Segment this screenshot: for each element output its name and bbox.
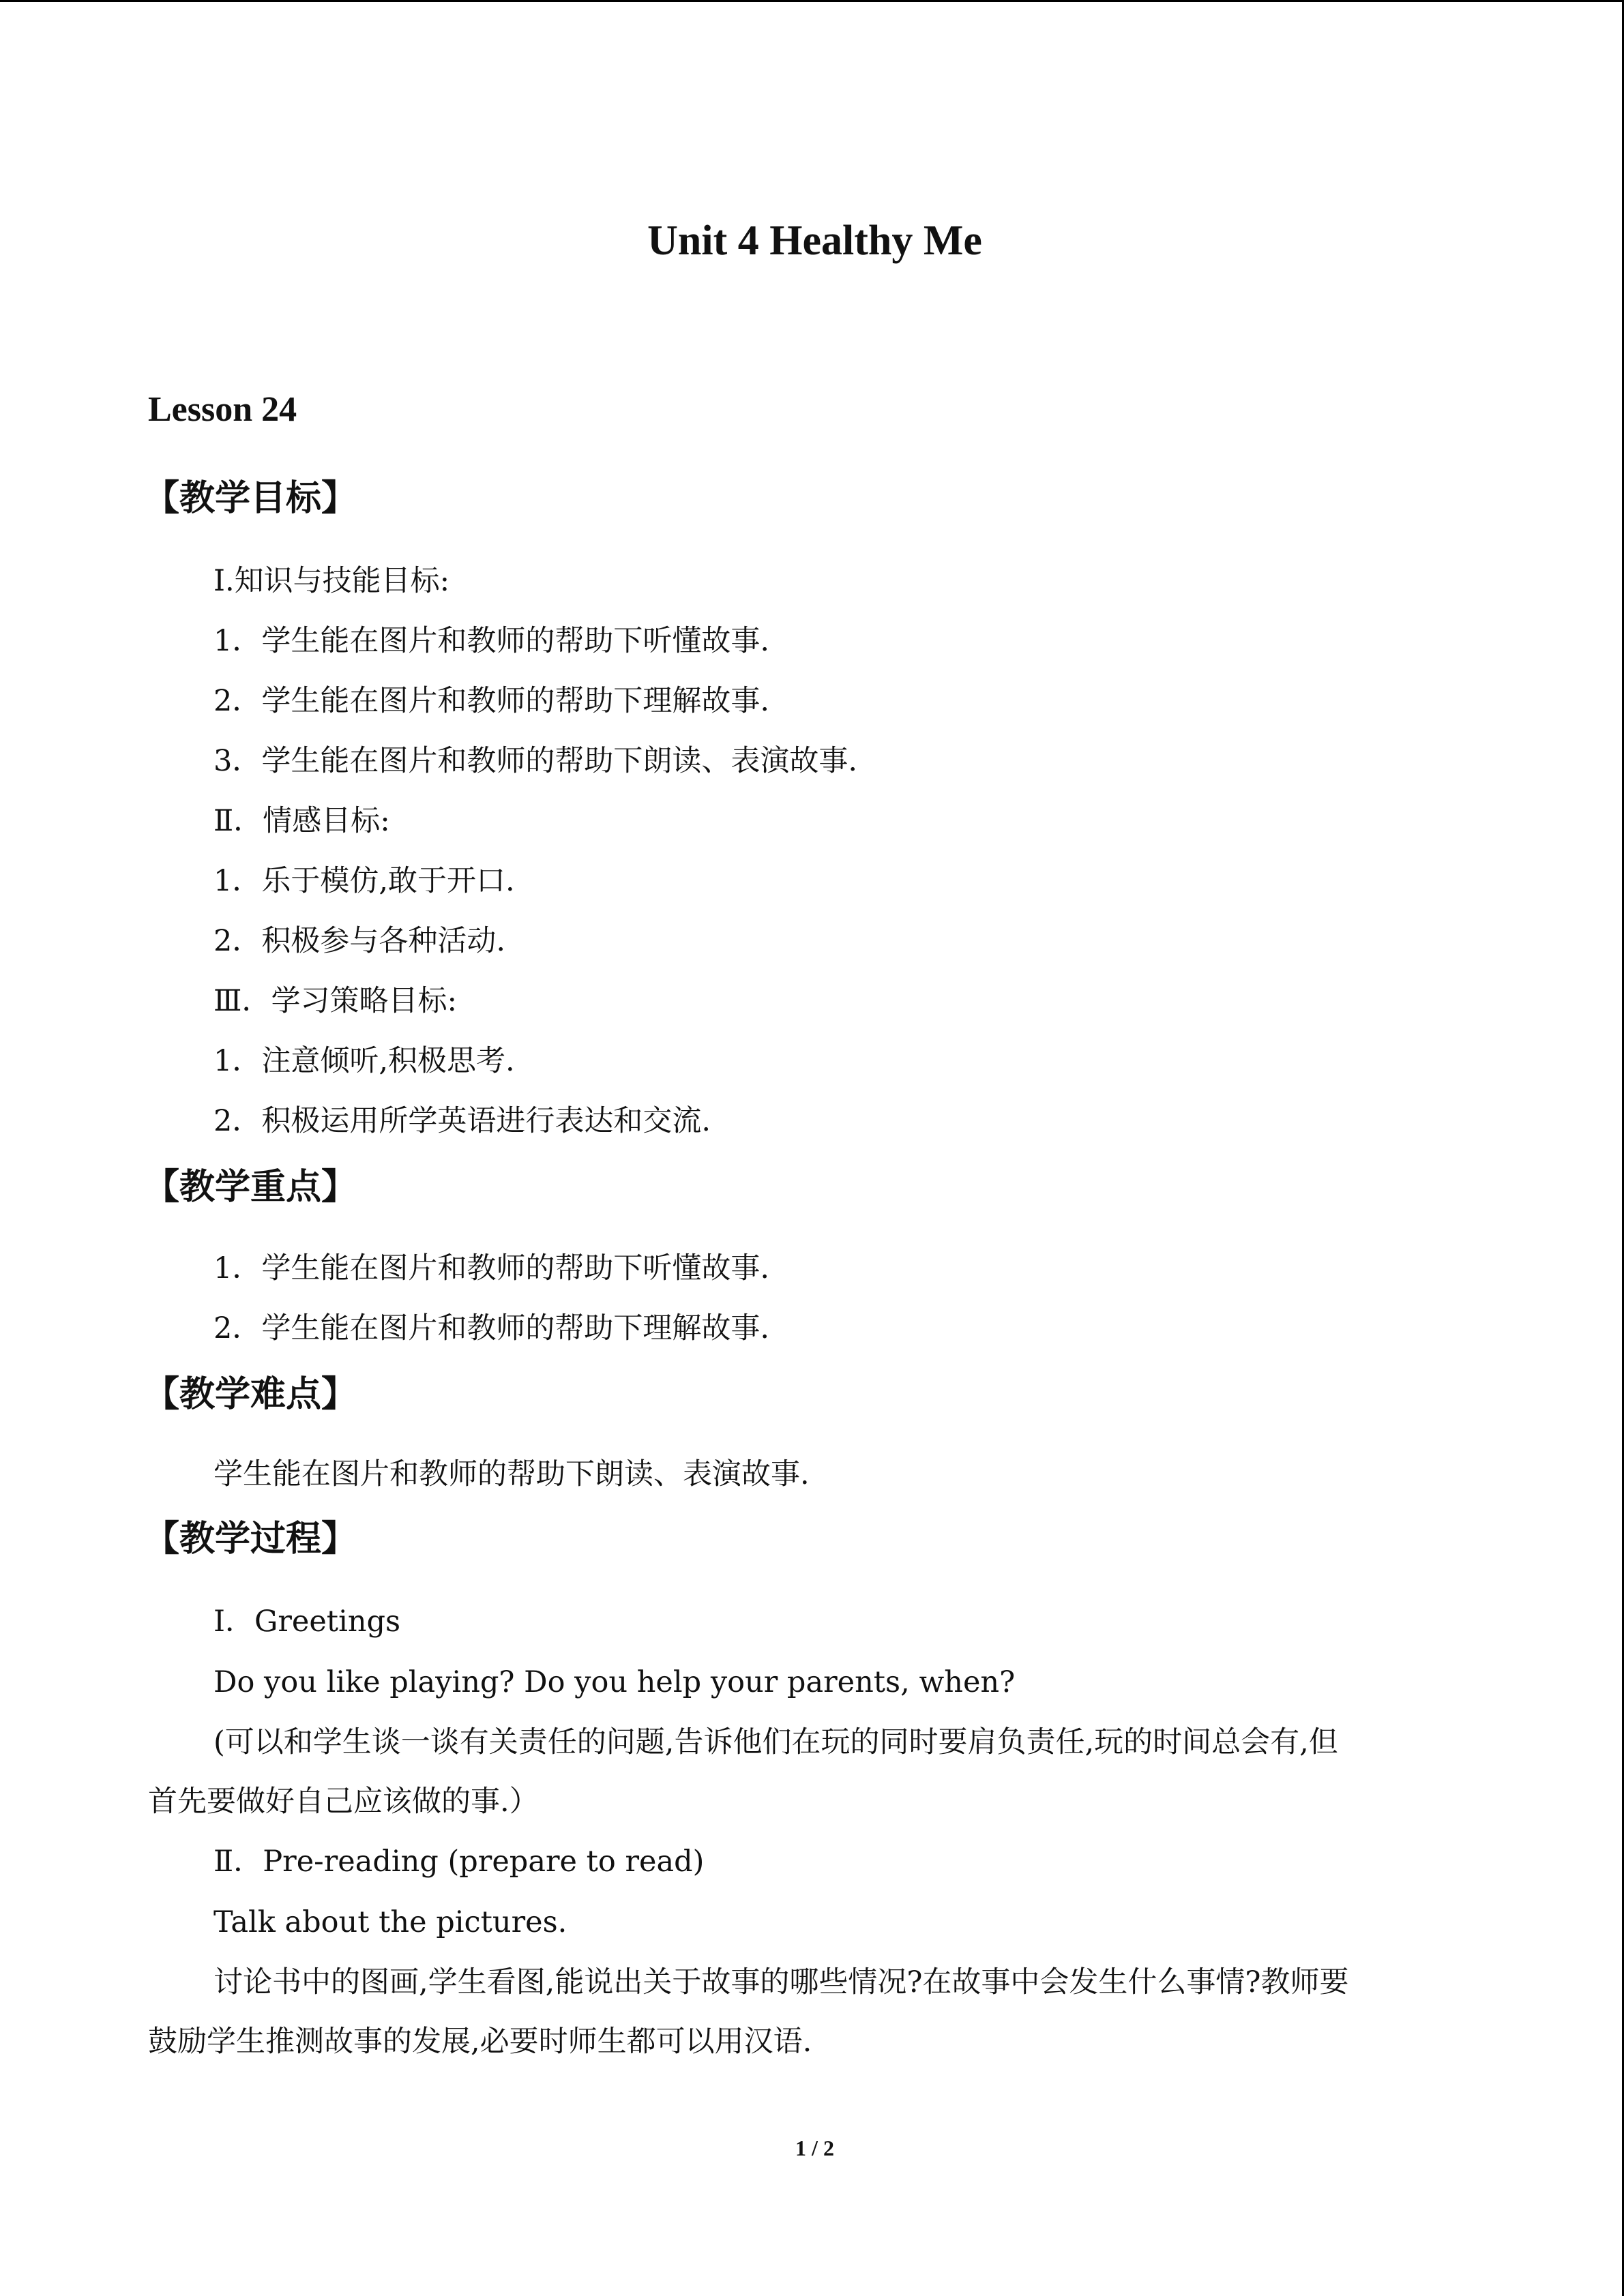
lesson-heading: Lesson 24 bbox=[148, 390, 297, 429]
difficulty-text: 学生能在图片和教师的帮助下朗读、表演故事. bbox=[213, 1457, 810, 1491]
process-step1-question: Do you like playing? Do you help your parents, when? bbox=[213, 1665, 1016, 1699]
process-step1-title: Ⅰ．Greetings bbox=[213, 1605, 401, 1639]
objective-knowledge-title: Ⅰ.知识与技能目标: bbox=[213, 564, 450, 598]
section-heading-key-points: 【教学重点】 bbox=[144, 1167, 357, 1208]
document-title: Unit 4 Healthy Me bbox=[647, 218, 982, 264]
page-number: 1 / 2 bbox=[795, 2136, 834, 2160]
key-point-item: 1．学生能在图片和教师的帮助下听懂故事. bbox=[213, 1251, 770, 1285]
process-step2-task: Talk about the pictures. bbox=[213, 1905, 567, 1939]
objective-emotion-title: Ⅱ．情感目标: bbox=[213, 804, 390, 838]
objective-knowledge-item: 3．学生能在图片和教师的帮助下朗读、表演故事. bbox=[213, 744, 858, 778]
process-step1-note: (可以和学生谈一谈有关责任的问题,告诉他们在玩的同时要肩负责任,玩的时间总会有,但 bbox=[213, 1725, 1338, 1759]
objective-emotion-item: 1．乐于模仿,敢于开口. bbox=[213, 864, 515, 898]
process-step2-desc: 讨论书中的图画,学生看图,能说出关于故事的哪些情况?在故事中会发生什么事情?教师要 bbox=[213, 1965, 1349, 1999]
process-step1-note-cont: 首先要做好自己应该做的事.） bbox=[148, 1785, 539, 1819]
objective-strategy-title: Ⅲ．学习策略目标: bbox=[213, 984, 457, 1018]
key-point-item: 2．学生能在图片和教师的帮助下理解故事. bbox=[213, 1311, 770, 1345]
objective-knowledge-item: 1．学生能在图片和教师的帮助下听懂故事. bbox=[213, 624, 770, 658]
section-heading-process: 【教学过程】 bbox=[144, 1519, 357, 1560]
section-heading-objectives: 【教学目标】 bbox=[144, 478, 357, 519]
objective-strategy-item: 2．积极运用所学英语进行表达和交流. bbox=[213, 1104, 711, 1138]
objective-strategy-item: 1．注意倾听,积极思考. bbox=[213, 1044, 515, 1078]
objective-emotion-item: 2．积极参与各种活动. bbox=[213, 924, 506, 958]
objective-knowledge-item: 2．学生能在图片和教师的帮助下理解故事. bbox=[213, 684, 770, 718]
process-step2-desc-cont: 鼓励学生推测故事的发展,必要时师生都可以用汉语. bbox=[148, 2025, 812, 2059]
process-step2-title: Ⅱ．Pre-reading (prepare to read) bbox=[213, 1845, 705, 1879]
section-heading-difficulties: 【教学难点】 bbox=[144, 1374, 357, 1415]
document-page bbox=[144, 0, 1481, 2296]
